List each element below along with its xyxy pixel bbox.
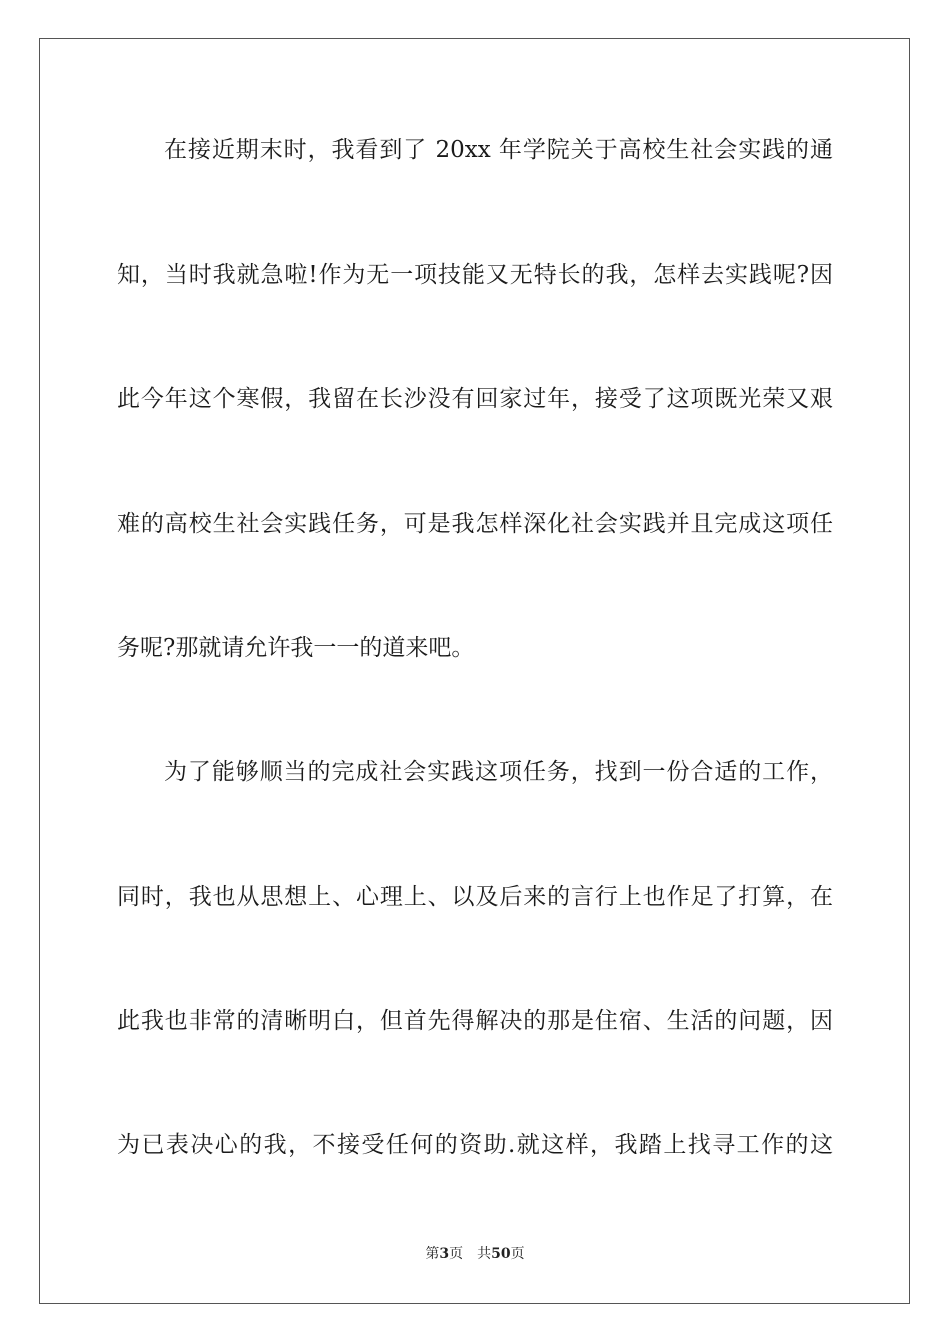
total-pages: 50 — [491, 1246, 511, 1262]
paragraph-2-line-3: 此我也非常的清晰明白，但首先得解决的那是住宿、生活的问题，因 — [117, 1008, 833, 1034]
total-suffix: 页 — [510, 1246, 525, 1262]
page-prefix: 第 — [425, 1246, 440, 1262]
paragraph-1-line-1: 在接近期末时，我看到了 20xx 年学院关于高校生社会实践的通 — [164, 137, 833, 163]
page-suffix: 页 — [449, 1246, 464, 1262]
paragraph-2-line-4: 为已表决心的我，不接受任何的资助.就这样，我踏上找寻工作的这 — [117, 1132, 833, 1158]
page-frame — [39, 38, 910, 1304]
paragraph-2-line-1: 为了能够顺当的完成社会实践这项任务，找到一份合适的工作， — [164, 759, 833, 785]
paragraph-1-line-4: 难的高校生社会实践任务，可是我怎样深化社会实践并且完成这项任 — [117, 511, 833, 537]
paragraph-1-line-5: 务呢?那就请允许我一一的道来吧。 — [117, 635, 475, 661]
page-indicator — [0, 1245, 950, 1263]
paragraph-1-line-2: 知，当时我就急啦!作为无一项技能又无特长的我，怎样去实践呢?因 — [117, 262, 833, 288]
paragraph-1-line-3: 此今年这个寒假，我留在长沙没有回家过年，接受了这项既光荣又艰 — [117, 386, 833, 412]
total-prefix: 共 — [477, 1246, 492, 1262]
page-number: 3 — [439, 1246, 450, 1262]
paragraph-2-line-2: 同时，我也从思想上、心理上、以及后来的言行上也作足了打算，在 — [117, 884, 833, 910]
